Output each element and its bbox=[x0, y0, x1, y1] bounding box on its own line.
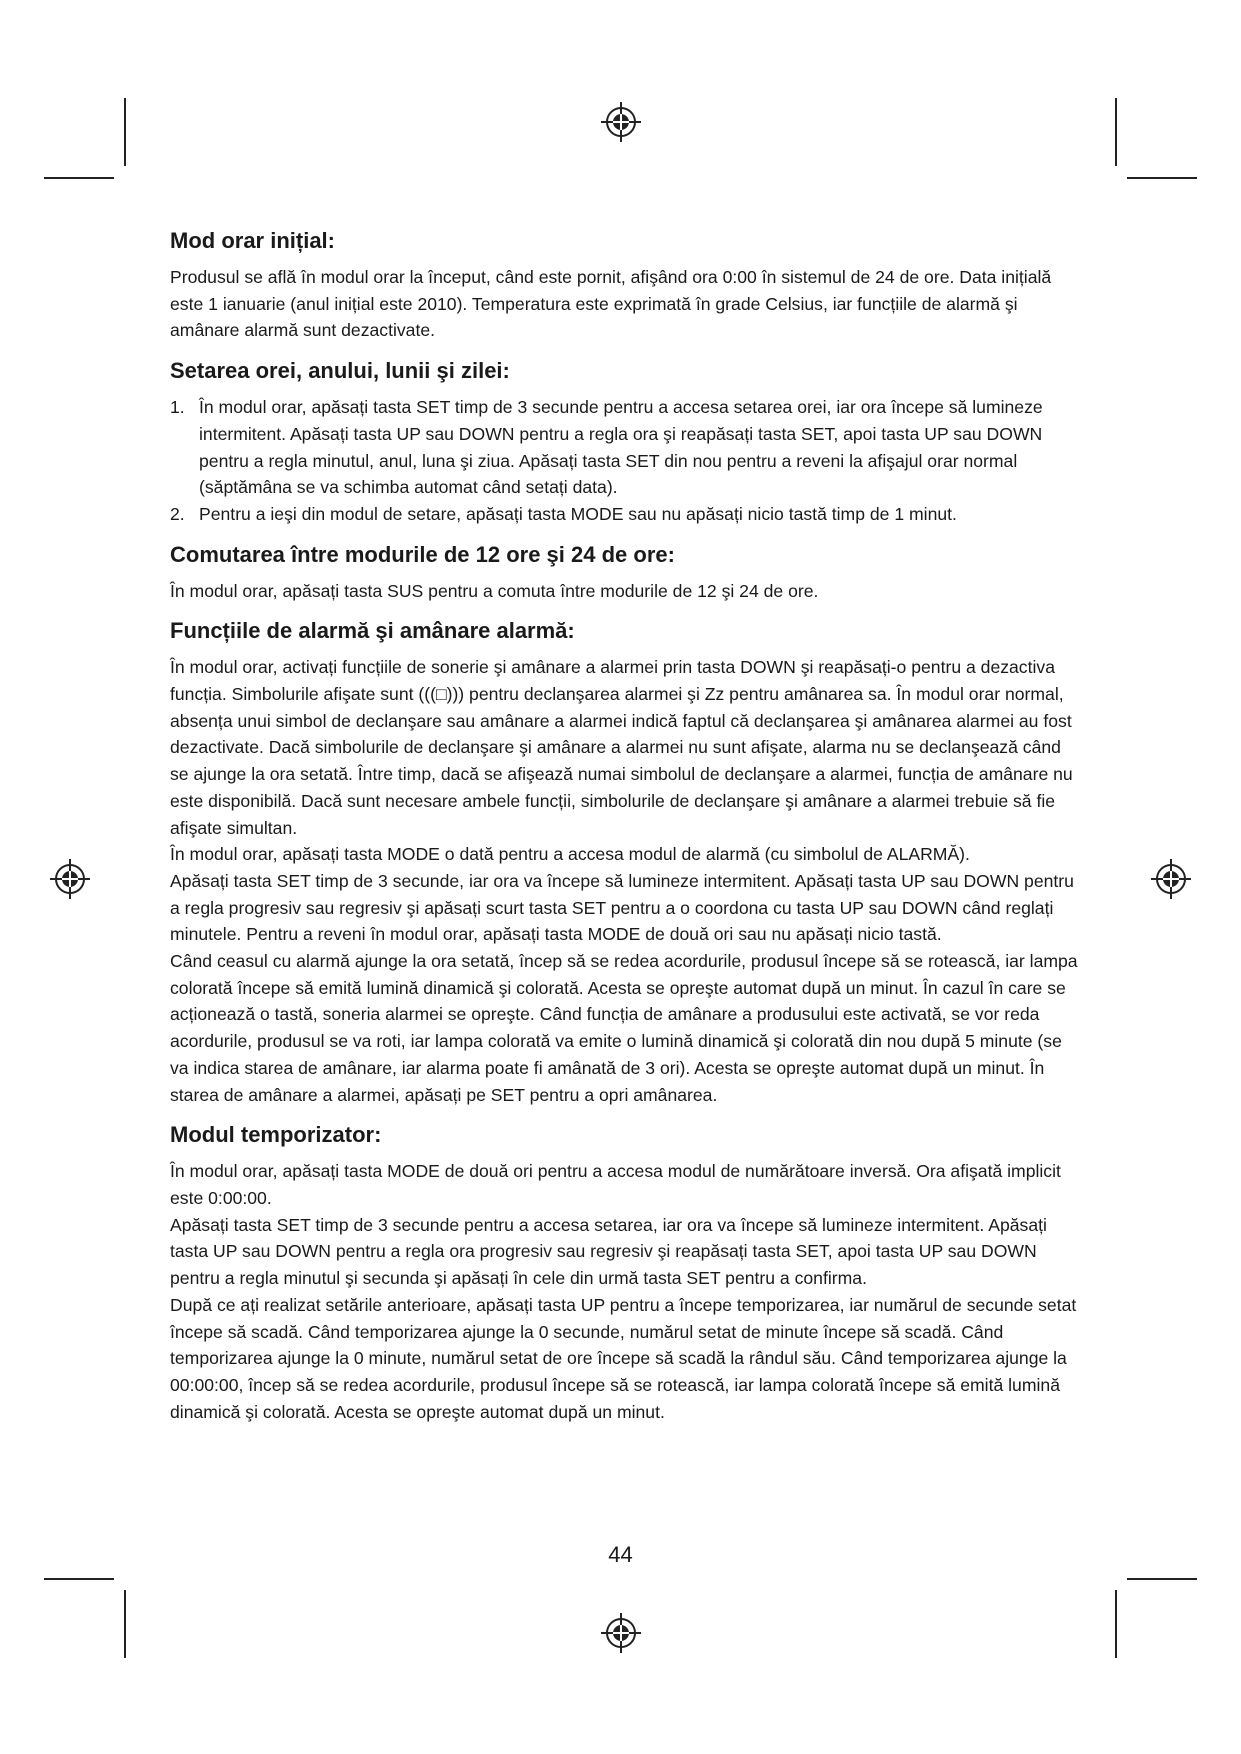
crop-mark-bottom-left-vertical bbox=[124, 1590, 126, 1658]
crop-mark-bottom-left-horizontal bbox=[44, 1578, 114, 1580]
paragraph: În modul orar, activați funcțiile de sonerie şi amânare a alarmei prin tasta DOWN şi reapăsați-o pentru a dezactiva funcția. Simbolurile afişate sunt (((□))) pentru declanşarea alarmei şi Zz pentru amânarea sa. În modul orar normal, absența unui simbol de declanşare sau amânare a alarmei indică faptul că declanşarea şi amânarea alarmei au fost dezactivate. Dacă simbolurile de declanşare şi amânare a alarmei nu sunt afişate, alarma nu se declanşează când se ajunge la ora setată. Între timp, dacă se afişează numai simbolul de declanşare a alarmei, funcția de amânare nu este disponibilă. Dacă sunt necesare ambele funcții, simbolurile de declanşare şi amânare a alarmei trebuie să fie afişate simultan. bbox=[170, 657, 1073, 838]
section-alarm-snooze bbox=[170, 616, 1080, 1108]
registration-mark-top-icon bbox=[599, 100, 643, 144]
crop-mark-bottom-right-horizontal bbox=[1127, 1578, 1197, 1580]
paragraph: Apăsați tasta SET timp de 3 secunde pentru a accesa setarea, iar ora va începe să lumineze intermitent. Apăsați tasta UP sau DOWN pentru a regla ora progresiv sau regresiv şi reapăsați tasta SET, apoi tasta UP sau DOWN pentru a regla minutul şi secunda şi apăsați în cele din urmă tasta SET pentru a confirma. bbox=[170, 1214, 1047, 1289]
crop-mark-top-left-horizontal bbox=[44, 177, 114, 179]
page-content bbox=[170, 226, 1080, 1437]
paragraph: În modul orar, apăsați tasta MODE o dată pentru a accesa modul de alarmă (cu simbolul de ALARMĂ). bbox=[170, 844, 970, 865]
registration-mark-left-icon bbox=[48, 857, 92, 901]
crop-mark-top-left-vertical bbox=[124, 98, 126, 166]
registration-mark-bottom-icon bbox=[599, 1611, 643, 1655]
paragraph: În modul orar, apăsați tasta MODE de două ori pentru a accesa modul de numărătoare inversă. Ora afişată implicit este 0:00:00. bbox=[170, 1161, 1061, 1208]
section-title: Setarea orei, anului, lunii şi zilei: bbox=[170, 358, 510, 384]
paragraph: Produsul se află în modul orar la început, când este pornit, afişând ora 0:00 în sistemul de 24 de ore. Data inițială este 1 ianuarie (anul inițial este 2010). Temperatura este exprimată în grade Celsius, iar funcțiile de alarmă şi amânare alarmă sunt dezactivate. bbox=[170, 267, 1052, 341]
crop-mark-bottom-right-vertical bbox=[1115, 1590, 1117, 1658]
paragraph: După ce ați realizat setările anterioare, apăsați tasta UP pentru a începe temporizarea, iar numărul de secunde setat începe să scadă. Când temporizarea ajunge la 0 secunde, numărul setat de minute începe să scadă. Când temporizarea ajunge la 0 minute, numărul setat de ore începe să scadă la rândul său. Când temporizarea ajunge la 00:00:00, încep să se redea acordurile, produsul începe să se rotească, iar lampa colorată începe să emită lumină dinamică şi colorată. Acesta se opreşte automat după un minut. bbox=[170, 1294, 1077, 1422]
section-title: Funcțiile de alarmă şi amânare alarmă: bbox=[170, 618, 575, 644]
paragraph: Apăsați tasta SET timp de 3 secunde, iar ora va începe să lumineze intermitent. Apăsați tasta UP sau DOWN pentru a regla progresiv sau regresiv şi apăsați scurt tasta SET pentru a o coordona cu tasta UP sau DOWN când reglați minutele. Pentru a reveni în modul orar, apăsați tasta MODE de două ori sau nu apăsați nicio tastă. bbox=[170, 870, 1074, 945]
page-number: 44 bbox=[608, 1542, 633, 1567]
section-12-24-mode bbox=[170, 540, 1080, 605]
section-time-setting bbox=[170, 356, 1080, 528]
list-item-number: 2. bbox=[170, 503, 185, 524]
section-title: Modul temporizator: bbox=[170, 1122, 382, 1148]
list-item bbox=[170, 394, 1080, 501]
section-timer-mode bbox=[170, 1120, 1080, 1425]
crop-mark-top-right-vertical bbox=[1115, 98, 1117, 166]
list-item-text: În modul orar, apăsați tasta SET timp de 3 secunde pentru a accesa setarea orei, iar ora începe să lumineze intermitent. Apăsați tasta UP sau DOWN pentru a regla ora şi reapăsați tasta SET, apoi tasta UP sau DOWN pentru a regla minutul, anul, luna şi ziua. Apăsați tasta SET din nou pentru a reveni la afişajul orar normal (săptămâna se va schimba automat când setați data). bbox=[199, 397, 1043, 498]
numbered-list bbox=[170, 394, 1080, 528]
list-item-text: Pentru a ieşi din modul de setare, apăsați tasta MODE sau nu apăsați nicio tastă timp de 1 minut. bbox=[199, 503, 957, 524]
section-title: Mod orar inițial: bbox=[170, 228, 335, 253]
section-initial-mode bbox=[170, 226, 1080, 344]
paragraph: Când ceasul cu alarmă ajunge la ora setată, încep să se redea acordurile, produsul începe să se rotească, iar lampa colorată începe să emită lumină dinamică şi colorată. Acesta se opreşte automat după un minut. În cazul în care se acționează o tastă, soneria alarmei se opreşte. Când funcția de amânare a produsului este activată, se vor reda acordurile, produsul se va roti, iar lampa colorată va emite o lumină dinamică şi colorată din nou după 5 minute (se va indica starea de amânare, iar alarma poate fi amânată de 3 ori). Acesta se opreşte automat după un minut. În starea de amânare a alarmei, apăsați pe SET pentru a opri amânarea. bbox=[170, 951, 1078, 1105]
crop-mark-top-right-horizontal bbox=[1127, 177, 1197, 179]
list-item bbox=[170, 501, 1080, 528]
paragraph: În modul orar, apăsați tasta SUS pentru a comuta între modurile de 12 şi 24 de ore. bbox=[170, 580, 819, 601]
list-item-number: 1. bbox=[170, 397, 185, 418]
registration-mark-right-icon bbox=[1149, 857, 1193, 901]
section-title: Comutarea între modurile de 12 ore şi 24 de ore: bbox=[170, 541, 675, 567]
